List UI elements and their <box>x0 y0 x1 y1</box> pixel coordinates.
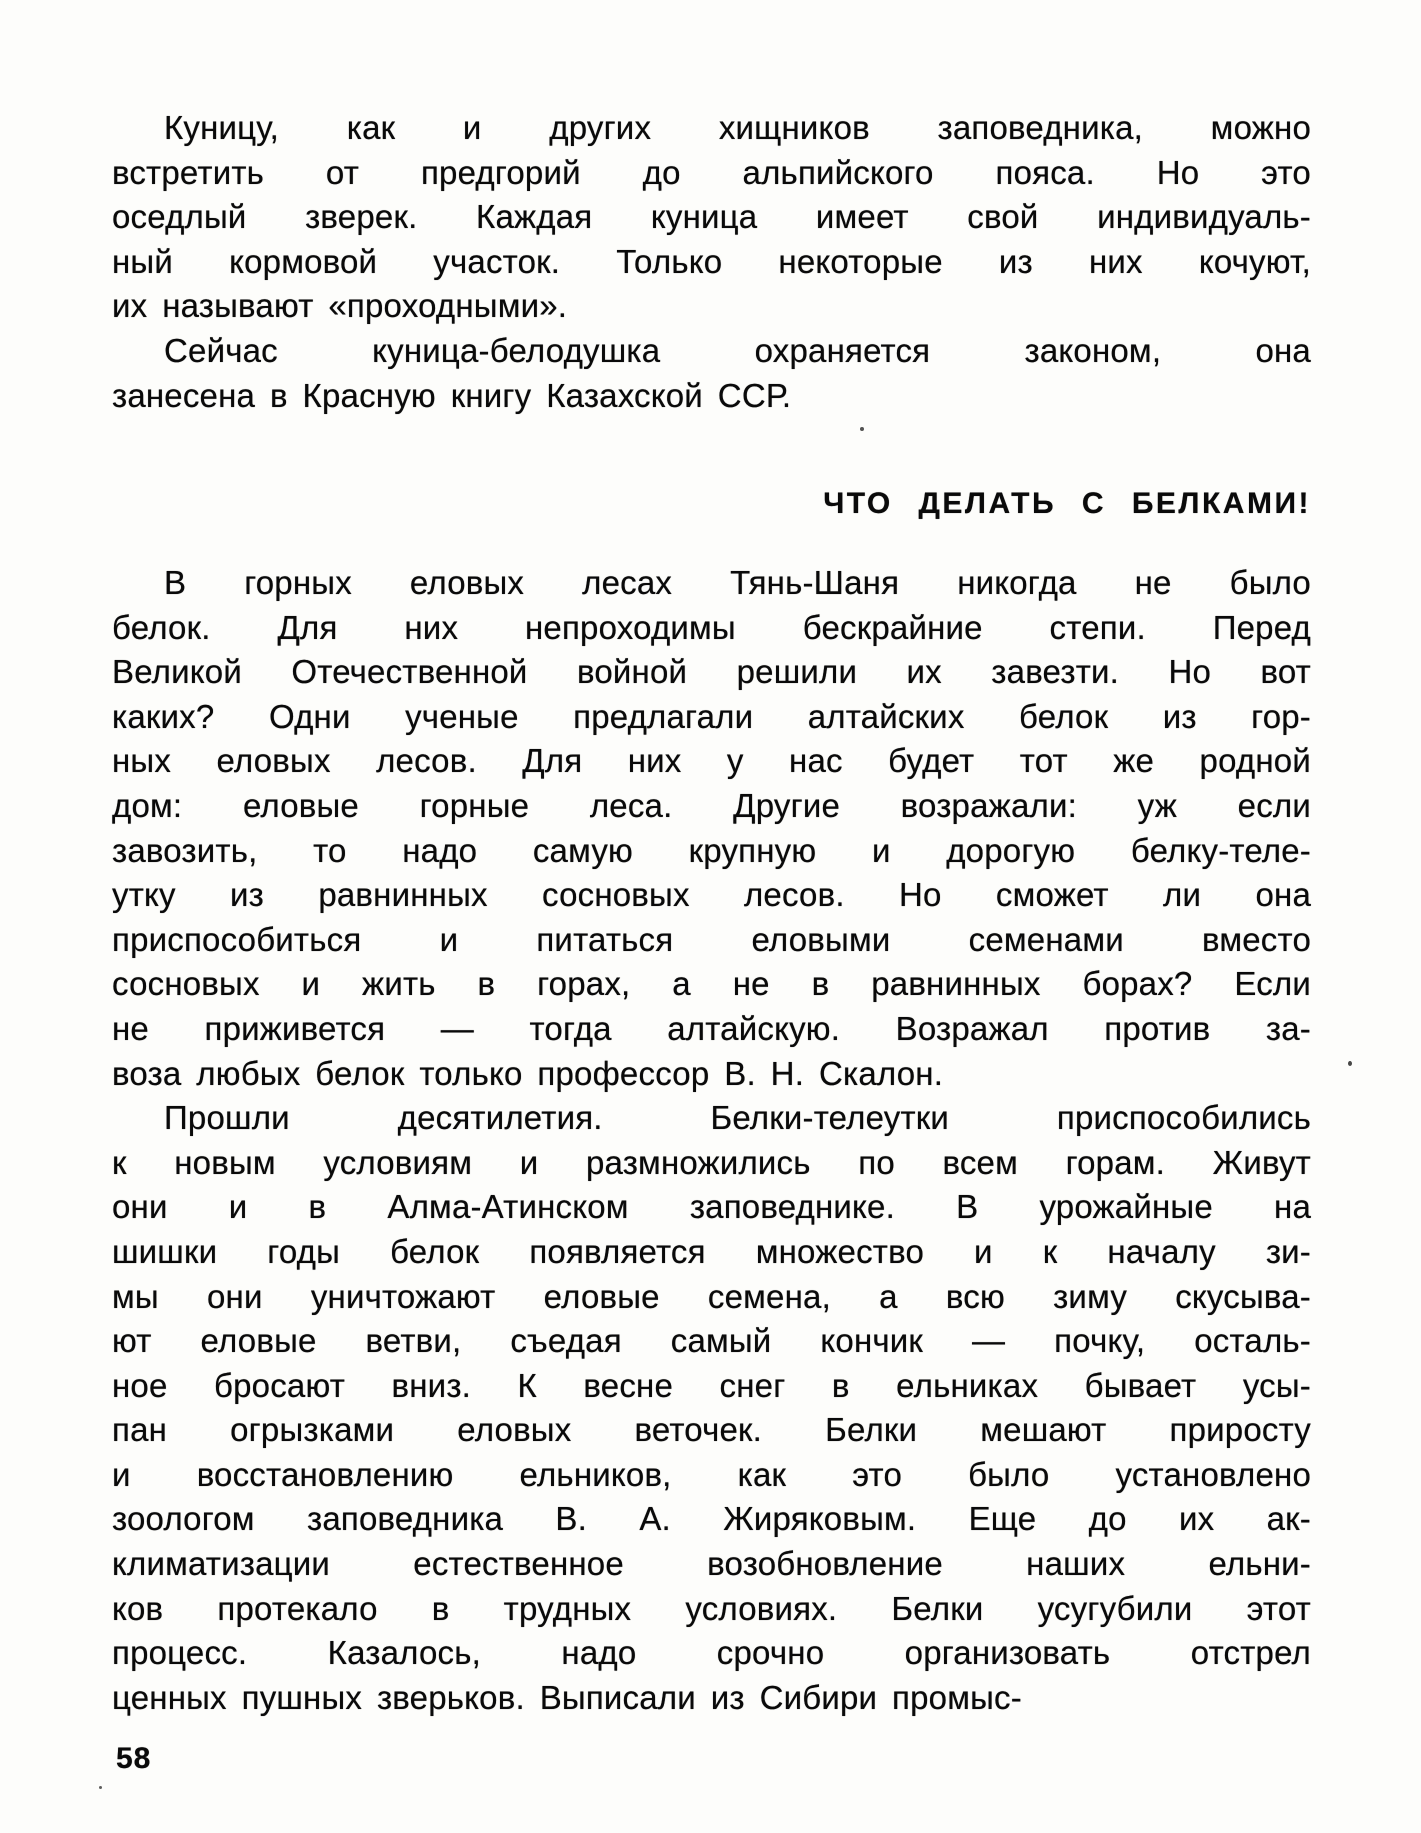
scan-speck <box>860 427 864 431</box>
text-line: ценных пушных зверьков. Выписали из Сибири промыс- <box>112 1678 1022 1716</box>
text-column <box>112 0 1311 1833</box>
scan-speck <box>99 1786 102 1789</box>
text-line: климатизации естественное возобновление наших ельни- <box>112 1545 1311 1583</box>
text-line: сосновых и жить в горах, а не в равнинных борах? Если <box>112 965 1311 1003</box>
text-line: ных еловых лесов. Для них у нас будет тот же родной <box>112 742 1311 780</box>
text-line: Прошли десятилетия. Белки-телеутки приспособились <box>164 1099 1311 1137</box>
section-squirrels-text <box>112 561 1311 1720</box>
paragraph <box>112 106 1311 329</box>
text-line: шишки годы белок появляется множество и к началу зи- <box>112 1232 1311 1270</box>
chapter-heading: ЧТО ДЕЛАТЬ С БЕЛКАМИ! <box>823 487 1311 520</box>
text-line: воза любых белок только профессор В. Н. Скалон. <box>112 1054 944 1092</box>
text-line: встретить от предгорий до альпийского пояса. Но это <box>112 153 1311 191</box>
text-line: В горных еловых лесах Тянь-Шаня никогда не было <box>164 564 1311 601</box>
paragraph <box>112 561 1311 1096</box>
paragraph <box>112 1096 1311 1720</box>
text-line: к новым условиям и размножились по всем горам. Живут <box>112 1143 1311 1181</box>
text-line: завозить, то надо самую крупную и дорогую белку-теле- <box>112 831 1311 869</box>
text-line: не приживется — тогда алтайскую. Возражал против за- <box>112 1009 1311 1047</box>
text-line: оседлый зверек. Каждая куница имеет свой индивидуаль- <box>112 198 1311 236</box>
text-line: мы они уничтожают еловые семена, а всю зиму скусыва- <box>112 1277 1311 1315</box>
text-line: Сейчас куница-белодушка охраняется законом, она <box>164 331 1311 369</box>
text-line: процесс. Казалось, надо срочно организовать отстрел <box>112 1634 1311 1672</box>
text-line: ный кормовой участок. Только некоторые из них кочуют, <box>112 242 1311 280</box>
section-marten-text <box>112 106 1311 418</box>
text-line: Куницу, как и других хищников заповедника, можно <box>164 109 1311 146</box>
text-line: ное бросают вниз. К весне снег в ельниках бывает усы- <box>112 1366 1311 1404</box>
text-line: Великой Отечественной войной решили их завезти. Но вот <box>112 653 1311 691</box>
scan-speck <box>1348 1061 1352 1066</box>
text-line: их называют «проходными». <box>112 287 568 325</box>
text-line: приспособиться и питаться еловыми семенами вместо <box>112 920 1311 958</box>
page-number: 58 <box>116 1742 152 1775</box>
text-line: белок. Для них непроходимы бескрайние степи. Перед <box>112 608 1311 646</box>
text-line: утку из равнинных сосновых лесов. Но сможет ли она <box>112 876 1311 914</box>
text-line: они и в Алма-Атинском заповеднике. В урожайные на <box>112 1188 1311 1226</box>
text-line: ков протекало в трудных условиях. Белки усугубили этот <box>112 1589 1311 1627</box>
text-line: пан огрызками еловых веточек. Белки мешают приросту <box>112 1411 1311 1449</box>
text-line: зоологом заповедника В. А. Жиряковым. Еще до их ак- <box>112 1500 1311 1538</box>
text-line: ют еловые ветви, съедая самый кончик — почку, осталь- <box>112 1322 1311 1360</box>
paragraph <box>112 329 1311 418</box>
text-line: дом: еловые горные леса. Другие возражали: уж если <box>112 786 1311 824</box>
text-line: занесена в Красную книгу Казахской ССР. <box>112 376 792 414</box>
text-line: каких? Одни ученые предлагали алтайских белок из гор- <box>112 697 1311 735</box>
text-line: и восстановлению ельников, как это было установлено <box>112 1455 1311 1493</box>
